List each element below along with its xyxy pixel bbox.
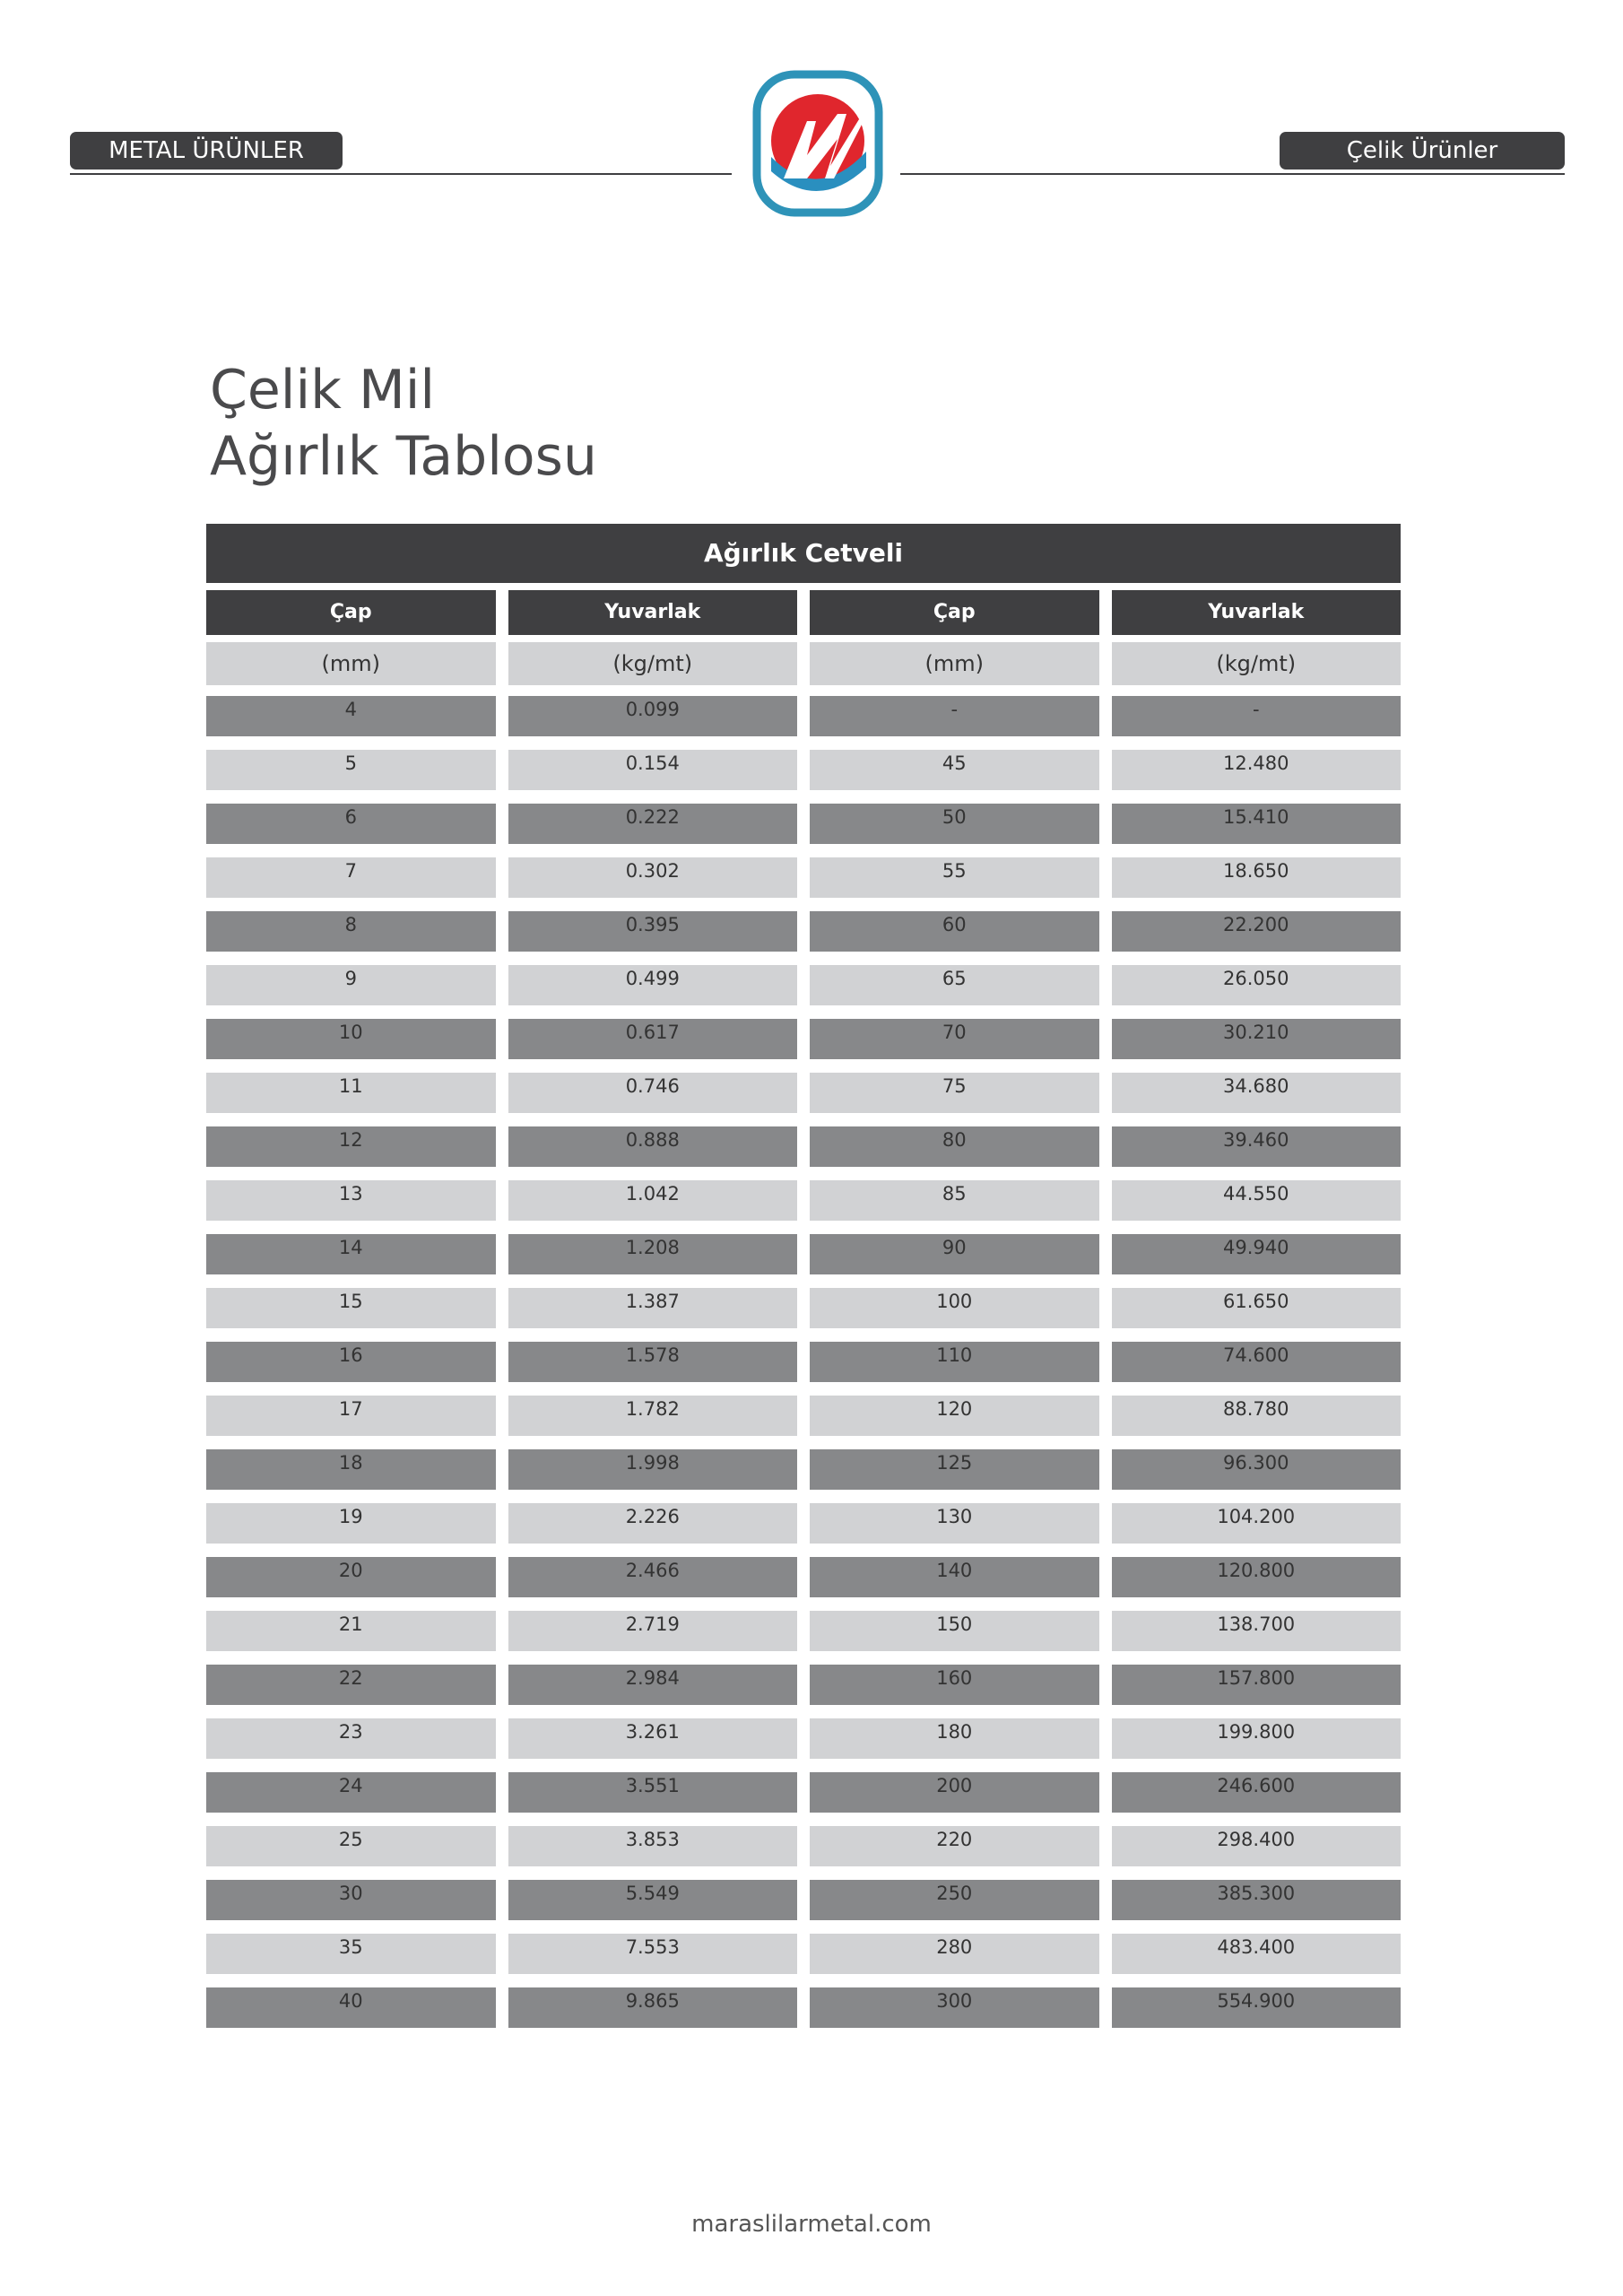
table-cell: 1.782 <box>508 1396 798 1436</box>
table-cell: 74.600 <box>1112 1342 1402 1382</box>
company-logo-icon <box>751 69 884 218</box>
table-cell: 80 <box>810 1126 1099 1167</box>
header-rule-right <box>900 173 1565 175</box>
table-cell: 0.395 <box>508 911 798 952</box>
table-cell: 23 <box>206 1718 496 1759</box>
table-cell: 0.222 <box>508 804 798 844</box>
table-row <box>206 1934 1401 1974</box>
table-cell: 21 <box>206 1611 496 1651</box>
table-header-row <box>206 590 1401 635</box>
table-row <box>206 1234 1401 1274</box>
table-cell: 8 <box>206 911 496 952</box>
table-row <box>206 1449 1401 1490</box>
table-cell: 246.600 <box>1112 1772 1402 1813</box>
table-cell: 20 <box>206 1557 496 1597</box>
table-cell: 104.200 <box>1112 1503 1402 1544</box>
table-cell: 25 <box>206 1826 496 1866</box>
table-cell: 60 <box>810 911 1099 952</box>
table-row <box>206 750 1401 790</box>
table-cell: 160 <box>810 1665 1099 1705</box>
metal-urunler-tab[interactable]: METAL ÜRÜNLER <box>70 132 343 170</box>
table-cell: 12.480 <box>1112 750 1402 790</box>
table-row <box>206 1342 1401 1382</box>
table-cell: 26.050 <box>1112 965 1402 1005</box>
table-cell: 483.400 <box>1112 1934 1402 1974</box>
table-cell: 15 <box>206 1288 496 1328</box>
table-cell: 30 <box>206 1880 496 1920</box>
table-cell: 250 <box>810 1880 1099 1920</box>
table-cell: 5.549 <box>508 1880 798 1920</box>
table-cell: 200 <box>810 1772 1099 1813</box>
table-row <box>206 1019 1401 1059</box>
table-cell: 9.865 <box>508 1987 798 2028</box>
table-cell: 65 <box>810 965 1099 1005</box>
table-cell: 0.888 <box>508 1126 798 1167</box>
table-cell: 22.200 <box>1112 911 1402 952</box>
table-cell: 85 <box>810 1180 1099 1221</box>
column-header-yuvarlak: Yuvarlak <box>508 590 798 635</box>
table-row <box>206 1126 1401 1167</box>
table-cell: 0.302 <box>508 857 798 898</box>
table-row <box>206 1557 1401 1597</box>
table-cell: 10 <box>206 1019 496 1059</box>
table-cell: 61.650 <box>1112 1288 1402 1328</box>
table-cell: 30.210 <box>1112 1019 1402 1059</box>
table-cell: 0.099 <box>508 696 798 736</box>
table-row <box>206 696 1401 736</box>
table-cell: 0.746 <box>508 1073 798 1113</box>
table-cell: 12 <box>206 1126 496 1167</box>
table-cell: 5 <box>206 750 496 790</box>
table-cell: 138.700 <box>1112 1611 1402 1651</box>
column-header-yuvarlak: Yuvarlak <box>1112 590 1402 635</box>
table-cell: 150 <box>810 1611 1099 1651</box>
table-cell: 9 <box>206 965 496 1005</box>
unit-cell: (mm) <box>810 642 1099 685</box>
table-cell: 2.226 <box>508 1503 798 1544</box>
table-row <box>206 857 1401 898</box>
table-row <box>206 1073 1401 1113</box>
table-cell: 1.387 <box>508 1288 798 1328</box>
table-cell: 1.998 <box>508 1449 798 1490</box>
table-cell: 18.650 <box>1112 857 1402 898</box>
table-row <box>206 1718 1401 1759</box>
table-cell: 45 <box>810 750 1099 790</box>
table-cell: 90 <box>810 1234 1099 1274</box>
table-row <box>206 1665 1401 1705</box>
table-row <box>206 1826 1401 1866</box>
table-cell: 17 <box>206 1396 496 1436</box>
table-cell: 7.553 <box>508 1934 798 1974</box>
table-cell: 13 <box>206 1180 496 1221</box>
table-cell: 130 <box>810 1503 1099 1544</box>
page-title-line1: Çelik Mil <box>210 359 436 422</box>
table-row <box>206 1288 1401 1328</box>
table-cell: 100 <box>810 1288 1099 1328</box>
table-cell: 96.300 <box>1112 1449 1402 1490</box>
table-cell: 199.800 <box>1112 1718 1402 1759</box>
table-cell: 49.940 <box>1112 1234 1402 1274</box>
table-cell: 0.617 <box>508 1019 798 1059</box>
table-cell: 55 <box>810 857 1099 898</box>
table-cell: 39.460 <box>1112 1126 1402 1167</box>
table-cell: 280 <box>810 1934 1099 1974</box>
table-unit-row <box>206 642 1401 685</box>
table-cell: 180 <box>810 1718 1099 1759</box>
table-cell: 1.208 <box>508 1234 798 1274</box>
table-cell: 2.719 <box>508 1611 798 1651</box>
table-row <box>206 1611 1401 1651</box>
table-cell: 4 <box>206 696 496 736</box>
table-cell: 40 <box>206 1987 496 2028</box>
table-cell: 18 <box>206 1449 496 1490</box>
table-cell: 220 <box>810 1826 1099 1866</box>
table-cell: 300 <box>810 1987 1099 2028</box>
table-row <box>206 911 1401 952</box>
table-cell: 120.800 <box>1112 1557 1402 1597</box>
table-cell: - <box>1112 696 1402 736</box>
unit-cell: (kg/mt) <box>1112 642 1402 685</box>
table-cell: 385.300 <box>1112 1880 1402 1920</box>
table-cell: 120 <box>810 1396 1099 1436</box>
table-row <box>206 1772 1401 1813</box>
table-cell: - <box>810 696 1099 736</box>
unit-cell: (kg/mt) <box>508 642 798 685</box>
table-cell: 2.466 <box>508 1557 798 1597</box>
column-header-cap: Çap <box>206 590 496 635</box>
table-row <box>206 1396 1401 1436</box>
table-cell: 554.900 <box>1112 1987 1402 2028</box>
table-cell: 157.800 <box>1112 1665 1402 1705</box>
table-cell: 16 <box>206 1342 496 1382</box>
table-row <box>206 1987 1401 2028</box>
table-row <box>206 1880 1401 1920</box>
table-cell: 2.984 <box>508 1665 798 1705</box>
table-cell: 22 <box>206 1665 496 1705</box>
table-row <box>206 1180 1401 1221</box>
table-cell: 6 <box>206 804 496 844</box>
table-cell: 34.680 <box>1112 1073 1402 1113</box>
table-cell: 140 <box>810 1557 1099 1597</box>
table-cell: 35 <box>206 1934 496 1974</box>
table-cell: 1.578 <box>508 1342 798 1382</box>
table-cell: 3.853 <box>508 1826 798 1866</box>
table-caption: Ağırlık Cetveli <box>206 524 1401 583</box>
table-cell: 298.400 <box>1112 1826 1402 1866</box>
header-rule-left <box>70 173 732 175</box>
table-cell: 1.042 <box>508 1180 798 1221</box>
website-footer[interactable]: maraslilarmetal.com <box>691 2211 932 2238</box>
table-cell: 7 <box>206 857 496 898</box>
table-cell: 110 <box>810 1342 1099 1382</box>
table-cell: 14 <box>206 1234 496 1274</box>
table-cell: 0.154 <box>508 750 798 790</box>
table-cell: 3.551 <box>508 1772 798 1813</box>
weight-table <box>206 590 1401 2041</box>
celik-urunler-tab[interactable]: Çelik Ürünler <box>1280 132 1565 170</box>
table-cell: 88.780 <box>1112 1396 1402 1436</box>
table-row <box>206 965 1401 1005</box>
table-cell: 24 <box>206 1772 496 1813</box>
table-cell: 50 <box>810 804 1099 844</box>
table-row <box>206 804 1401 844</box>
page-title-line2: Ağırlık Tablosu <box>210 425 597 488</box>
column-header-cap: Çap <box>810 590 1099 635</box>
table-cell: 11 <box>206 1073 496 1113</box>
table-cell: 19 <box>206 1503 496 1544</box>
table-cell: 15.410 <box>1112 804 1402 844</box>
unit-cell: (mm) <box>206 642 496 685</box>
table-cell: 44.550 <box>1112 1180 1402 1221</box>
table-cell: 125 <box>810 1449 1099 1490</box>
page-title <box>210 357 597 490</box>
table-cell: 0.499 <box>508 965 798 1005</box>
table-cell: 75 <box>810 1073 1099 1113</box>
table-cell: 70 <box>810 1019 1099 1059</box>
table-row <box>206 1503 1401 1544</box>
table-cell: 3.261 <box>508 1718 798 1759</box>
